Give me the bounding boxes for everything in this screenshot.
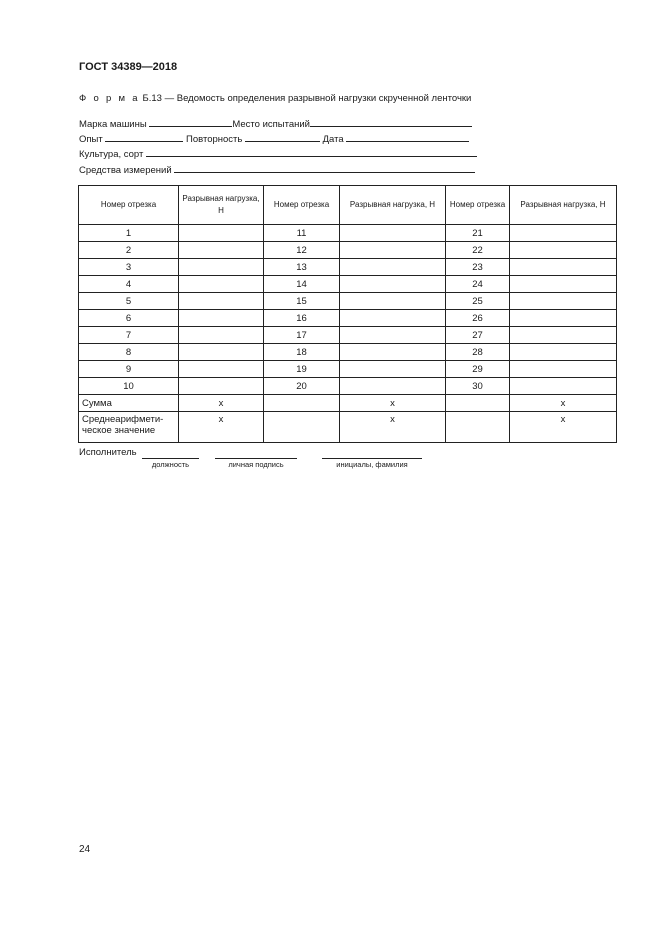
segment-number-cell: 1 [79, 225, 179, 242]
test-place-label: Место испытаний [232, 119, 310, 130]
load-value-cell[interactable] [179, 378, 264, 395]
segment-number-cell: 18 [264, 344, 340, 361]
load-value-cell[interactable] [179, 276, 264, 293]
segment-number-cell: 14 [264, 276, 340, 293]
table-row [79, 293, 617, 310]
segment-number-cell: 17 [264, 327, 340, 344]
load-value-cell[interactable] [179, 293, 264, 310]
segment-number-cell: 10 [79, 378, 179, 395]
segment-number-cell: 16 [264, 310, 340, 327]
table-row [79, 242, 617, 259]
load-value-cell[interactable] [340, 225, 446, 242]
load-value-cell[interactable] [340, 259, 446, 276]
load-value-cell[interactable] [179, 310, 264, 327]
page-number: 24 [79, 844, 91, 855]
experiment-blank[interactable] [105, 131, 183, 142]
mean-cross-cell: x [179, 412, 264, 443]
form-title-text: Б.13 — Ведомость определения разрывной нагрузки скрученной ленточки [142, 93, 472, 104]
segment-number-cell: 28 [446, 344, 510, 361]
table-row [79, 327, 617, 344]
initials-caption: инициалы, фамилия [336, 460, 408, 469]
header-breaking-load-1: Разрывная нагрузка, Н [179, 186, 264, 225]
mean-cross-cell: x [340, 412, 446, 443]
load-value-cell[interactable] [340, 361, 446, 378]
sum-row [79, 395, 617, 412]
sum-cross-cell: x [340, 395, 446, 412]
segment-number-cell: 8 [79, 344, 179, 361]
header-breaking-load-2: Разрывная нагрузка, Н [340, 186, 446, 225]
culture-variety-blank[interactable] [146, 146, 477, 157]
breaking-load-table [78, 185, 617, 443]
segment-number-cell: 9 [79, 361, 179, 378]
load-value-cell[interactable] [340, 242, 446, 259]
machine-brand-blank[interactable] [149, 116, 232, 127]
initials-line[interactable] [322, 458, 422, 459]
load-value-cell[interactable] [510, 344, 617, 361]
load-value-cell[interactable] [179, 327, 264, 344]
field-row-instruments [79, 162, 475, 176]
date-label: Дата [322, 134, 344, 145]
segment-number-cell: 2 [79, 242, 179, 259]
sum-value-cell[interactable] [446, 395, 510, 412]
culture-variety-label: Культура, сорт [79, 149, 144, 160]
experiment-label: Опыт [79, 134, 103, 145]
date-blank[interactable] [346, 131, 469, 142]
position-line[interactable] [142, 458, 199, 459]
segment-number-cell: 26 [446, 310, 510, 327]
load-value-cell[interactable] [179, 361, 264, 378]
segment-number-cell: 13 [264, 259, 340, 276]
signature-caption: личная подпись [228, 460, 284, 469]
segment-number-cell: 15 [264, 293, 340, 310]
segment-number-cell: 20 [264, 378, 340, 395]
segment-number-cell: 6 [79, 310, 179, 327]
mean-row [79, 412, 617, 443]
load-value-cell[interactable] [510, 378, 617, 395]
load-value-cell[interactable] [510, 259, 617, 276]
segment-number-cell: 21 [446, 225, 510, 242]
segment-number-cell: 27 [446, 327, 510, 344]
load-value-cell[interactable] [340, 327, 446, 344]
instruments-label: Средства измерений [79, 165, 172, 176]
instruments-blank[interactable] [174, 162, 475, 173]
sum-cross-cell: x [510, 395, 617, 412]
load-value-cell[interactable] [510, 276, 617, 293]
header-segment-number-1: Номер отрезка [79, 186, 179, 225]
signature-block [79, 447, 479, 477]
mean-value-cell[interactable] [264, 412, 340, 443]
table-row [79, 259, 617, 276]
table-header-row [79, 186, 617, 225]
load-value-cell[interactable] [340, 344, 446, 361]
segment-number-cell: 5 [79, 293, 179, 310]
load-value-cell[interactable] [340, 293, 446, 310]
load-value-cell[interactable] [179, 344, 264, 361]
signature-line[interactable] [215, 458, 297, 459]
load-value-cell[interactable] [510, 327, 617, 344]
segment-number-cell: 7 [79, 327, 179, 344]
header-segment-number-3: Номер отрезка [446, 186, 510, 225]
segment-number-cell: 3 [79, 259, 179, 276]
sum-value-cell[interactable] [264, 395, 340, 412]
segment-number-cell: 12 [264, 242, 340, 259]
load-value-cell[interactable] [340, 378, 446, 395]
form-prefix: Ф о р м а [79, 93, 140, 104]
load-value-cell[interactable] [340, 310, 446, 327]
mean-cross-cell: x [510, 412, 617, 443]
field-row-culture [79, 146, 477, 160]
mean-value-cell[interactable] [446, 412, 510, 443]
segment-number-cell: 23 [446, 259, 510, 276]
load-value-cell[interactable] [510, 225, 617, 242]
segment-number-cell: 25 [446, 293, 510, 310]
executor-label: Исполнитель [79, 447, 137, 458]
repetition-blank[interactable] [245, 131, 320, 142]
table-row [79, 344, 617, 361]
load-value-cell[interactable] [510, 361, 617, 378]
segment-number-cell: 19 [264, 361, 340, 378]
segment-number-cell: 4 [79, 276, 179, 293]
repetition-label: Повторность [186, 134, 243, 145]
load-value-cell[interactable] [510, 310, 617, 327]
sum-cross-cell: x [179, 395, 264, 412]
table-row [79, 361, 617, 378]
table-row [79, 378, 617, 395]
mean-label: Среднеарифмети-ческое значение [79, 412, 179, 443]
segment-number-cell: 22 [446, 242, 510, 259]
load-value-cell[interactable] [179, 259, 264, 276]
machine-brand-label: Марка машины [79, 119, 147, 130]
header-segment-number-2: Номер отрезка [264, 186, 340, 225]
test-place-blank[interactable] [310, 116, 472, 127]
table-row [79, 225, 617, 242]
sum-label: Сумма [79, 395, 179, 412]
segment-number-cell: 30 [446, 378, 510, 395]
field-row-machine [79, 116, 472, 130]
form-title [79, 93, 471, 104]
load-value-cell[interactable] [179, 242, 264, 259]
load-value-cell[interactable] [510, 242, 617, 259]
segment-number-cell: 24 [446, 276, 510, 293]
load-value-cell[interactable] [510, 293, 617, 310]
load-value-cell[interactable] [340, 276, 446, 293]
header-breaking-load-3: Разрывная нагрузка, Н [510, 186, 617, 225]
position-caption: должность [151, 460, 190, 469]
segment-number-cell: 11 [264, 225, 340, 242]
load-value-cell[interactable] [179, 225, 264, 242]
table-row [79, 310, 617, 327]
table-row [79, 276, 617, 293]
standard-title: ГОСТ 34389—2018 [79, 61, 178, 73]
field-row-experiment [79, 131, 469, 145]
segment-number-cell: 29 [446, 361, 510, 378]
